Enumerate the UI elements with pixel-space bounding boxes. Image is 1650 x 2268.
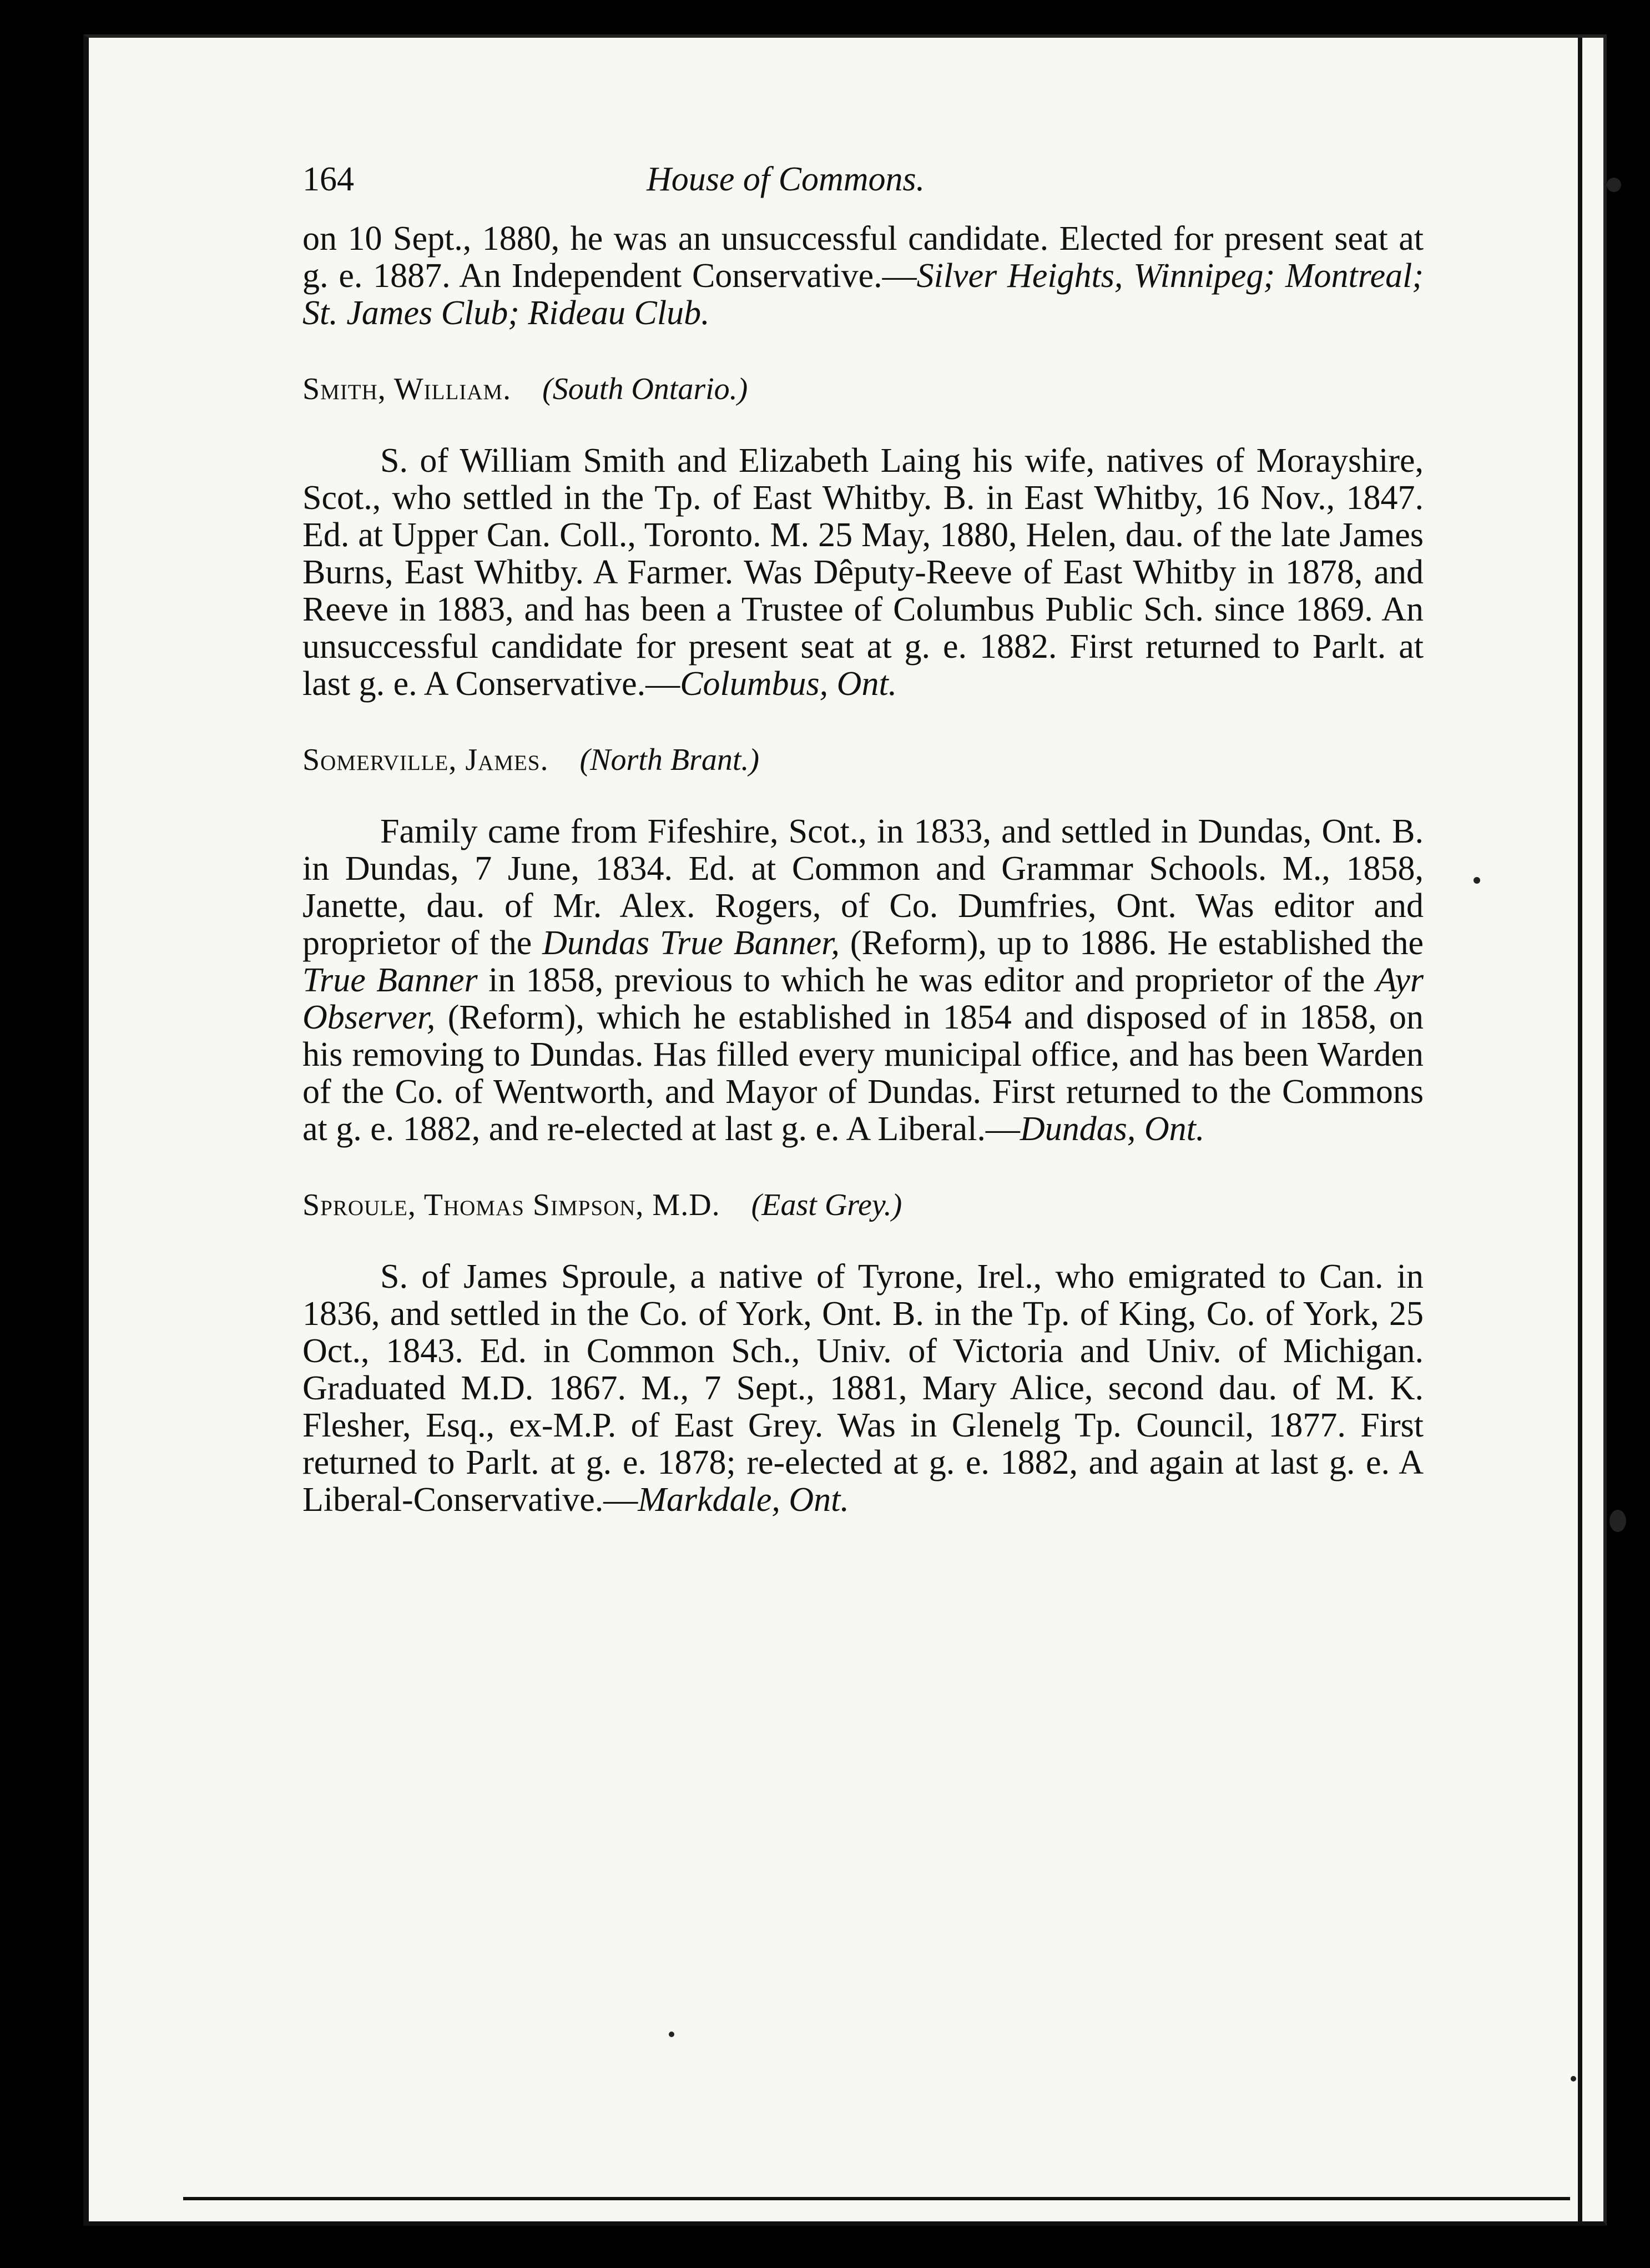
entry-heading-somerville <box>302 742 1424 779</box>
running-head <box>302 161 1424 198</box>
page-edge-rule <box>1578 38 1582 2221</box>
entry-name: Somerville, James. <box>302 743 549 777</box>
scan-speck <box>1571 2076 1576 2081</box>
entry-constituency: (East Grey.) <box>751 1188 902 1222</box>
bio-text: S. of William Smith and Elizabeth Laing his wife, natives of Morayshire, Scot., who settled in the Tp. of East Whitby. B. in East Whitby, 16 Nov., 1847. Ed. at Upper Can. Coll., Toronto. M. 25 May, 1880, Helen, dau. of the late James Burns, East Whitby. A Farmer. Was Dêputy-Reeve of East Whitby in 1878, and Reeve in 1883, and has been a Trustee of Columbus Public Sch. since 1869. An unsuccessful candidate for present seat at g. e. 1882. First returned to Parlt. at last g. e. A Conservative.— <box>302 442 1424 703</box>
entry-bio-smith <box>302 442 1424 703</box>
entry-name: Sproule, Thomas Simpson, M.D. <box>302 1188 720 1222</box>
scan-speck <box>1607 178 1621 192</box>
bio-text-2: (Reform), up to 1886. He established the <box>839 924 1424 962</box>
bio-text-1: Family came from Fifeshire, Scot., in 1833, and settled in Dundas, Ont. B. in Dundas, 7 June, 1834. Ed. at Common and Grammar Schools. M., 1858, Janette, dau. of Mr. Alex. Rogers, of Co. Dumfries, Ont. Was editor and proprietor of the <box>302 813 1424 962</box>
text-column <box>302 161 1424 1519</box>
bottom-rule <box>183 2197 1570 2200</box>
entry-heading-smith <box>302 371 1424 408</box>
scan-speck <box>1474 877 1480 884</box>
entry-constituency: (South Ontario.) <box>542 372 748 406</box>
bio-address: Columbus, Ont. <box>680 665 897 703</box>
newspaper-title: Ayr Observer, <box>302 961 1424 1036</box>
bio-text-4: (Reform), which he established in 1854 and disposed of in 1858, on his removing to Dundas. Has filled every municipal office, and has been Warden of the Co. of Wentworth, and Mayor of Dundas. First returned to the Commons at g. e. 1882, and re-elected at last g. e. A Liberal.— <box>302 999 1424 1148</box>
entry-constituency: (North Brant.) <box>579 743 760 777</box>
bio-text: S. of James Sproule, a native of Tyrone, Irel., who emigrated to Can. in 1836, and settled in the Co. of York, Ont. B. in the Tp. of King, Co. of York, 25 Oct., 1843. Ed. in Common Sch., Univ. of Victoria and Univ. of Michigan. Graduated M.D. 1867. M., 7 Sept., 1881, Mary Alice, second dau. of M. K. Flesher, Esq., ex-M.P. of East Grey. Was in Glenelg Tp. Council, 1877. First returned to Parlt. at g. e. 1878; re-elected at g. e. 1882, and again at last g. e. A Liberal-Conservative.— <box>302 1258 1424 1519</box>
entry-name: Smith, William. <box>302 372 512 406</box>
newspaper-title: True Banner <box>302 961 478 999</box>
entry-heading-sproule <box>302 1187 1424 1224</box>
newspaper-title: Dundas True Banner, <box>542 924 840 962</box>
page-number: 164 <box>302 160 354 198</box>
running-title: House of Commons. <box>647 160 925 198</box>
scan-speck <box>669 2032 674 2037</box>
scan-speck <box>1609 1510 1626 1532</box>
entry-bio-sproule <box>302 1258 1424 1519</box>
continuation-text: on 10 Sept., 1880, he was an unsuccessful candidate. Elected for present seat at g. e. 1887. An Independent Conservative.— <box>302 220 1424 295</box>
continuation-address: Silver Heights, Winnipeg; Montreal; St. James Club; Rideau Club. <box>302 257 1424 332</box>
bio-address: Markdale, Ont. <box>638 1481 849 1519</box>
bio-address: Dundas, Ont. <box>1020 1110 1205 1148</box>
continuation-paragraph <box>302 220 1424 332</box>
entry-bio-somerville <box>302 813 1424 1148</box>
bio-text-3: in 1858, previous to which he was editor and proprietor of the <box>477 961 1376 999</box>
